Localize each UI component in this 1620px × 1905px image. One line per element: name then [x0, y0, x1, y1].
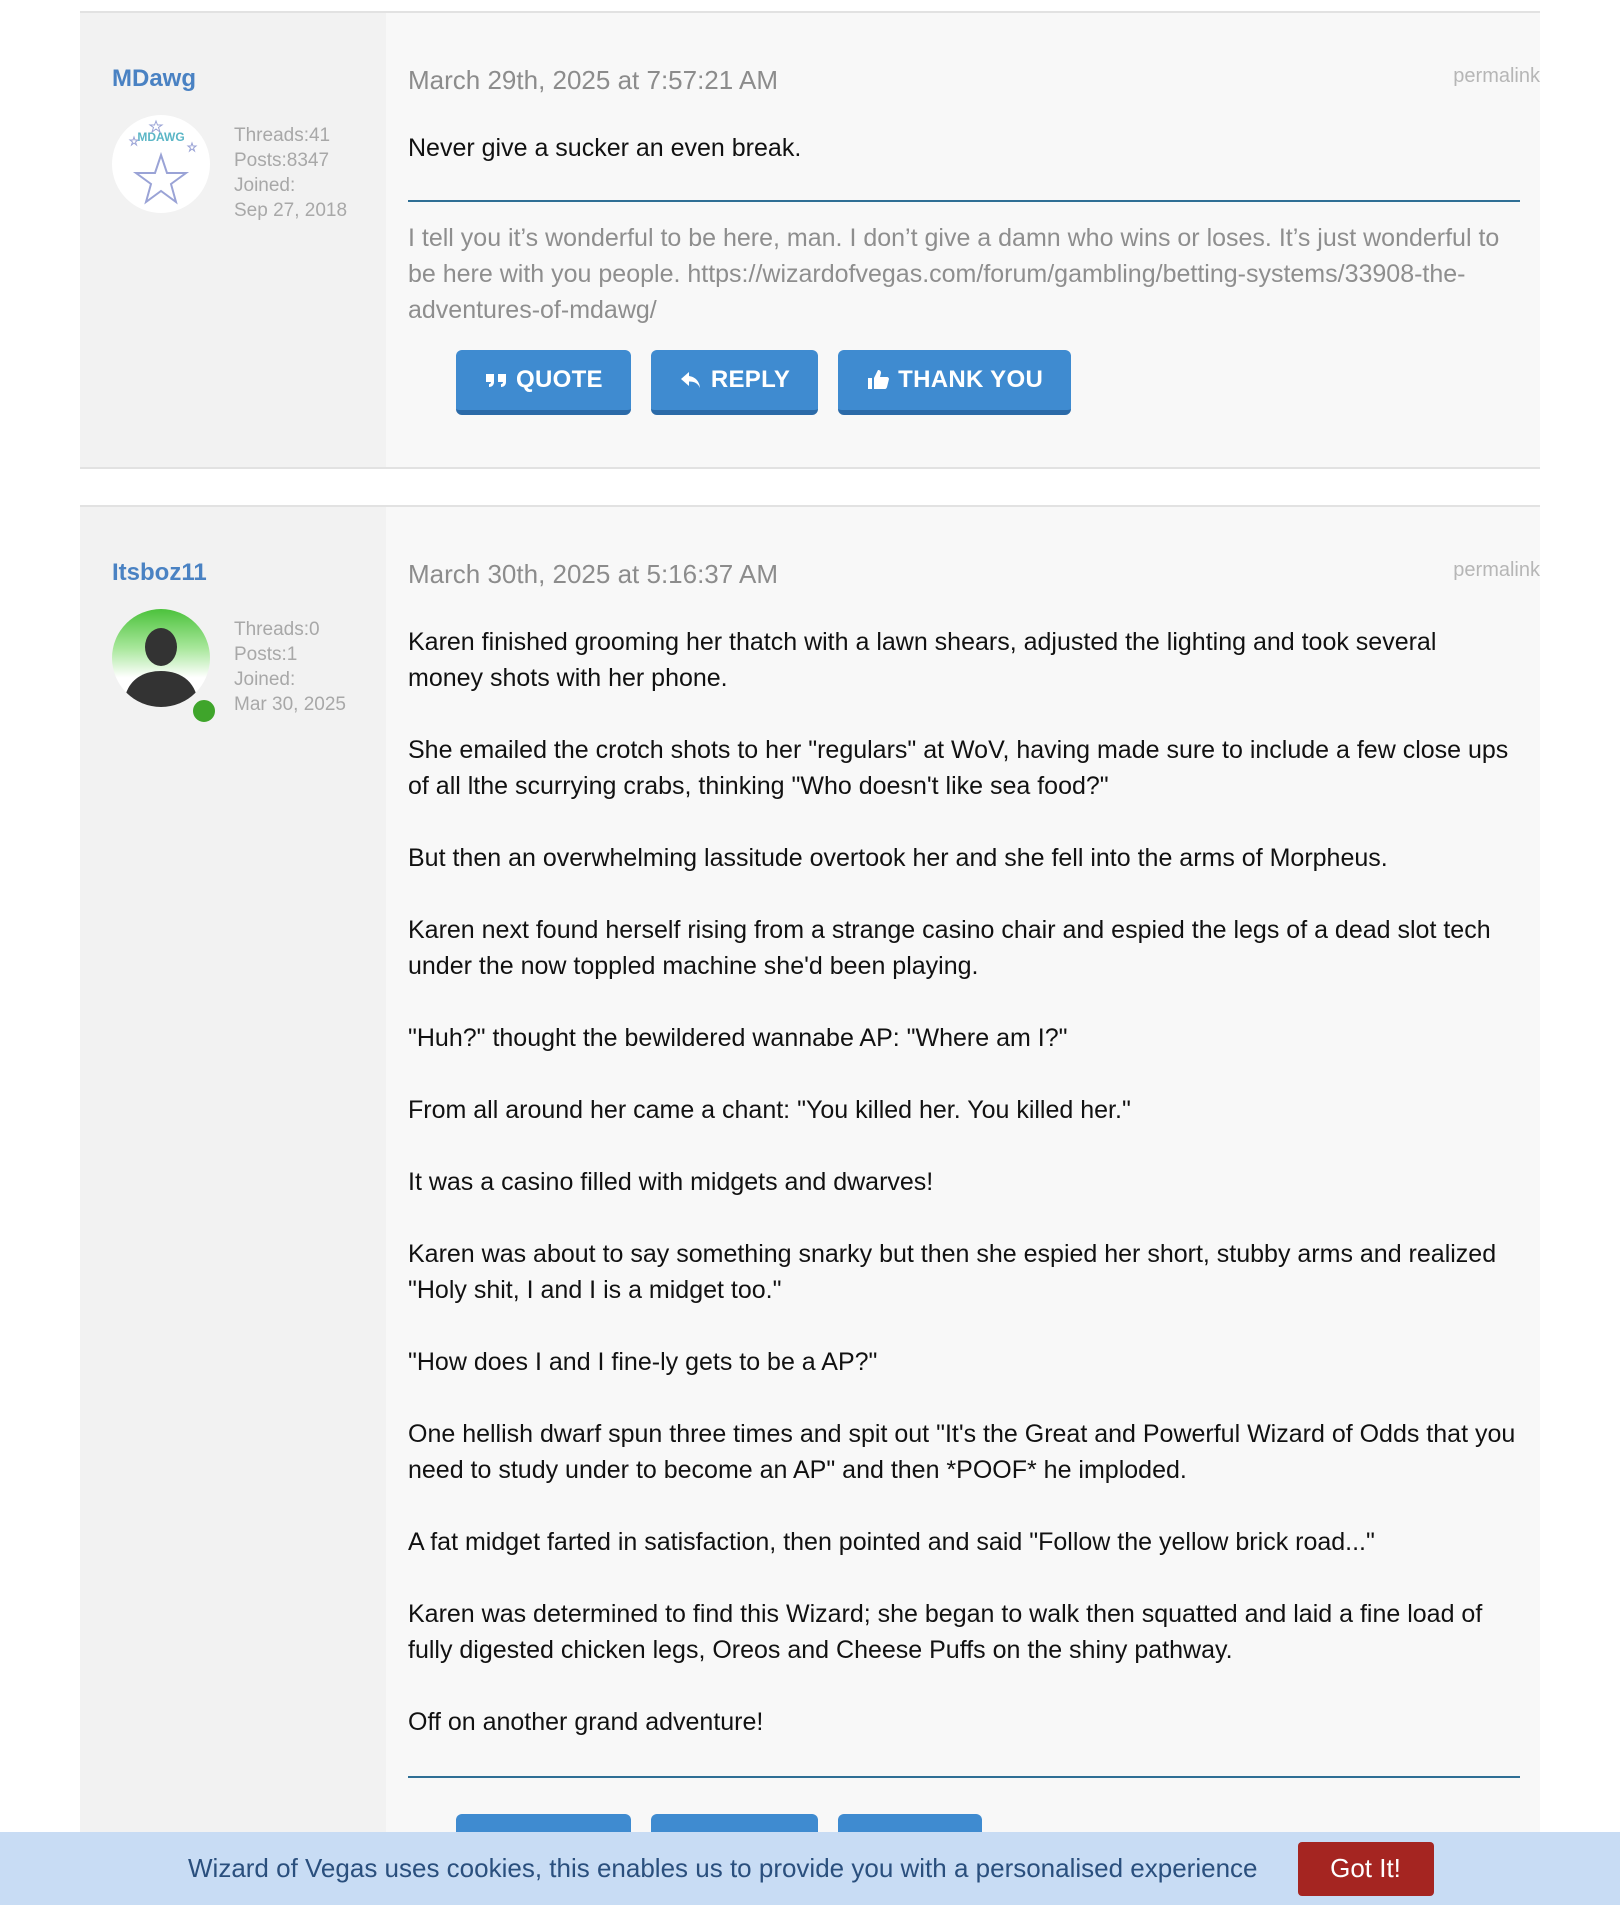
post-paragraph: "Huh?" thought the bewildered wannabe AP: "Where am I?": [408, 1024, 1068, 1052]
reply-icon: [679, 368, 703, 392]
permalink[interactable]: permalink: [1453, 559, 1540, 581]
reply-label: REPLY: [710, 366, 791, 393]
permalink[interactable]: permalink: [1453, 65, 1540, 87]
star-icon: [112, 115, 210, 213]
joined-label: Joined:: [234, 669, 296, 690]
post-content: [386, 507, 1540, 1905]
post-paragraph: A fat midget farted in satisfaction, then pointed and said "Follow the yellow brick road...": [408, 1528, 1375, 1556]
online-status-indicator: [190, 697, 218, 725]
reply-button[interactable]: [651, 350, 818, 415]
post-paragraph: Never give a sucker an even break.: [408, 134, 802, 162]
post: [80, 505, 1540, 1905]
avatar[interactable]: [112, 115, 210, 213]
post-paragraph: From all around her came a chant: "You killed her. You killed her.": [408, 1096, 1131, 1124]
post-content: [386, 13, 1540, 467]
thumbs-up-icon: [866, 368, 890, 392]
thank-you-label: THANK YOU: [898, 366, 1044, 393]
author-username[interactable]: MDawg: [112, 65, 196, 92]
user-silhouette-icon: [112, 609, 210, 707]
signature-divider: [408, 200, 1520, 202]
post-date: March 30th, 2025 at 5:16:37 AM: [408, 559, 779, 589]
post-paragraph: But then an overwhelming lassitude overtook her and she fell into the arms of Morpheus.: [408, 844, 1388, 872]
cookie-message: Wizard of Vegas uses cookies, this enables us to provide you with a personalised experience: [188, 1853, 1258, 1883]
post-body: [408, 624, 1518, 1740]
post-actions: [456, 350, 1540, 415]
signature: I tell you it’s wonderful to be here, man. I don’t give a damn who wins or loses. It’s just wonderful to be here with you people. https://wizardofvegas.com/forum/gambling/betting-systems/33908-the-adventures-of-mdawg/: [408, 224, 1500, 324]
post-date: March 29th, 2025 at 7:57:21 AM: [408, 65, 779, 95]
post-paragraph: Off on another grand adventure!: [408, 1708, 764, 1736]
post-paragraph: Karen finished grooming her thatch with a lawn shears, adjusted the lighting and took several money shots with her phone.: [408, 628, 1437, 692]
threads-count: Threads:41: [234, 125, 331, 146]
post-paragraph: Karen was about to say something snarky but then she espied her short, stubby arms and realized "Holy shit, I and I is a midget too.": [408, 1240, 1497, 1304]
cookie-accept-button[interactable]: Got It!: [1298, 1842, 1434, 1896]
post-paragraph: One hellish dwarf spun three times and spit out "It's the Great and Powerful Wizard of Odds that you need to study under to become an AP" and then *POOF* he imploded.: [408, 1420, 1516, 1484]
posts-count: Posts:8347: [234, 150, 330, 171]
author-username[interactable]: Itsboz11: [112, 559, 207, 586]
author-stats: [234, 617, 346, 717]
post-paragraph: She emailed the crotch shots to her "regulars" at WoV, having made sure to include a few close ups of all lthe scurrying crabs, thinking "Who doesn't like sea food?": [408, 736, 1509, 800]
quote-label: QUOTE: [516, 366, 603, 393]
threads-count: Threads:0: [234, 619, 320, 640]
joined-date: Sep 27, 2018: [234, 200, 348, 221]
post-paragraph: Karen next found herself rising from a strange casino chair and espied the legs of a dead slot tech under the now toppled machine she'd been playing.: [408, 916, 1491, 980]
cookie-consent-bar: [0, 1832, 1620, 1905]
avatar[interactable]: [112, 609, 210, 707]
joined-label: Joined:: [234, 175, 296, 196]
author-stats: [234, 123, 347, 223]
posts-count: Posts:1: [234, 644, 298, 665]
post-paragraph: It was a casino filled with midgets and dwarves!: [408, 1168, 934, 1196]
joined-date: Mar 30, 2025: [234, 694, 346, 715]
post-author-sidebar: [80, 507, 386, 1905]
post-paragraph: Karen was determined to find this Wizard; she began to walk then squatted and laid a fine load of fully digested chicken legs, Oreos and Cheese Puffs on the shiny pathway.: [408, 1600, 1483, 1664]
post-paragraph: "How does I and I fine-ly gets to be a AP?": [408, 1348, 878, 1376]
quote-button[interactable]: [456, 350, 631, 415]
post-author-sidebar: [80, 13, 386, 467]
post-body: [408, 130, 1518, 166]
post: [80, 11, 1540, 469]
thank-you-button[interactable]: [838, 350, 1071, 415]
avatar-logo-text: MDAWG: [137, 130, 185, 144]
quote-icon: [484, 368, 508, 392]
signature-divider: [408, 1776, 1520, 1778]
